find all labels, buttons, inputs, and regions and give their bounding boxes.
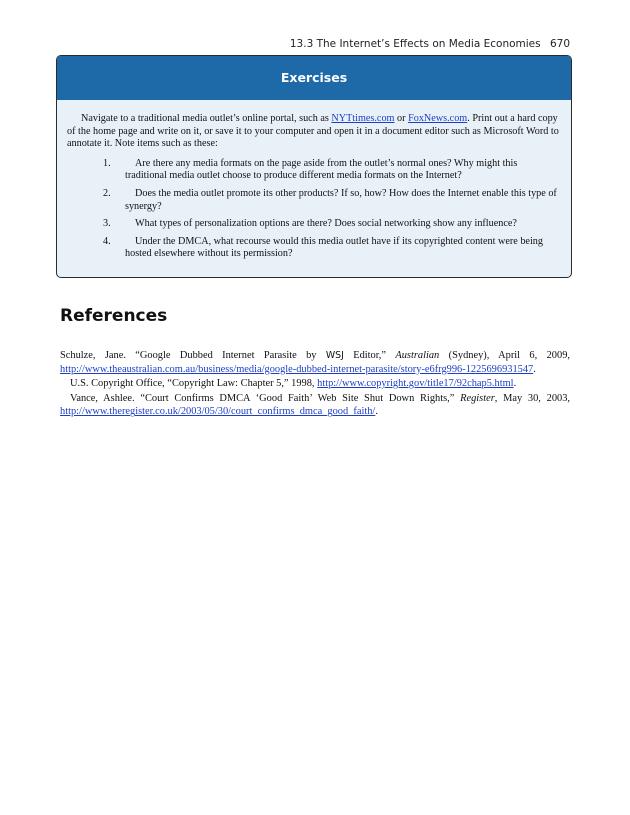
- reference-text: (Sydney), April 6, 2009,: [439, 350, 570, 361]
- question-text: Does the media outlet promote its other products? If so, how? How does the Internet enable this type of synergy?: [125, 187, 557, 212]
- reference-link[interactable]: http://www.copyright.gov/title17/92chap5.html: [317, 378, 514, 390]
- intro-text: Navigate to a traditional media outlet’s online portal, such as: [81, 113, 332, 124]
- exercises-title: Exercises: [57, 56, 571, 100]
- reference-text: .: [533, 363, 536, 375]
- question-number: 3.: [103, 218, 111, 230]
- intro-text: or: [394, 113, 409, 124]
- reference-link[interactable]: http://www.theregister.co.uk/2003/05/30/court_confirms_dmca_good_faith/: [60, 406, 376, 418]
- publication-title: Register: [460, 392, 495, 404]
- reference-text: Editor,”: [343, 350, 396, 361]
- reference-entry: [60, 349, 570, 376]
- question-text: What types of personalization options are there? Does social networking show any influence?: [135, 218, 517, 230]
- page-number: 670: [549, 38, 570, 50]
- exercises-intro: [67, 113, 561, 151]
- question-number: 2.: [103, 187, 111, 199]
- reference-text: .: [375, 406, 378, 418]
- intro-text: . Print out a hard copy of the home page and write on it, or save it to your computer and open it in a document editor such as Microsoft Word to annotate it. Note items such as these:: [67, 113, 559, 150]
- question-text: Are there any media formats on the page aside from the outlet’s normal ones? Why might this traditional media outlet choose to produce different media formats on the Internet?: [125, 157, 518, 182]
- reference-text: Vance, Ashlee. “Court Confirms DMCA ‘Good Faith’ Web Site Shut Down Rights,”: [70, 392, 461, 404]
- list-item: [103, 187, 561, 213]
- list-item: [103, 218, 561, 231]
- list-item: [103, 235, 561, 261]
- question-number: 1.: [103, 157, 111, 169]
- section-title: 13.3 The Internet’s Effects on Media Economies: [289, 38, 541, 50]
- reference-link[interactable]: http://www.theaustralian.com.au/business/media/google-dubbed-internet-parasite/story-e6frg996-1225696931547: [60, 363, 534, 375]
- question-list: [67, 158, 561, 261]
- foxnews-link[interactable]: FoxNews.com: [408, 113, 468, 124]
- exercises-body: [57, 100, 571, 261]
- reference-text: WSJ: [325, 350, 344, 361]
- exercises-box: [56, 55, 572, 278]
- references-heading: References: [60, 306, 168, 326]
- publication-title: Australian: [395, 350, 440, 361]
- reference-entry: [60, 392, 570, 419]
- reference-text: U.S. Copyright Office, “Copyright Law: Chapter 5,” 1998,: [70, 378, 318, 390]
- question-number: 4.: [103, 235, 111, 247]
- reference-text: , May 30, 2003,: [494, 392, 570, 404]
- references-list: [60, 349, 570, 420]
- running-header: [290, 38, 570, 50]
- reference-entry: [60, 377, 570, 391]
- nytimes-link[interactable]: NYTtimes.com: [331, 113, 395, 124]
- reference-text: .: [513, 378, 517, 390]
- reference-text: Schulze, Jane. “Google Dubbed Internet Parasite by: [60, 350, 326, 361]
- question-text: Under the DMCA, what recourse would this media outlet have if its copyrighted content were being hosted elsewhere without its permission?: [125, 235, 543, 260]
- list-item: [103, 157, 561, 183]
